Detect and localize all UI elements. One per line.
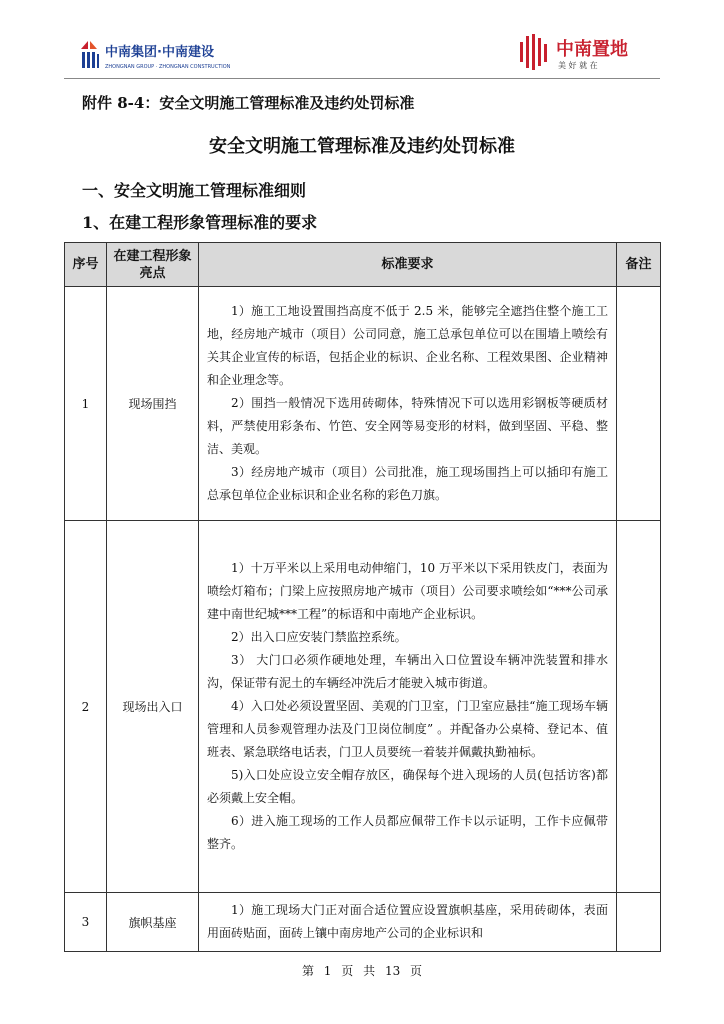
header-note: 备注: [617, 243, 661, 287]
section-heading-2: 1、在建工程形象管理标准的要求: [82, 213, 318, 232]
requirement-paragraph: 3）经房地产城市（项目）公司批准，施工现场围挡上可以插印有施工总承包单位企业标识和企业名称的彩色刀旗。: [207, 465, 608, 502]
row-note: [617, 287, 661, 521]
header-seq: 序号: [65, 243, 107, 287]
row-item: 现场出入口: [107, 521, 199, 893]
footer-di: 第: [301, 964, 314, 978]
requirement-paragraph: 1）十万平米以上采用电动伸缩门，10 万平米以下采用铁皮门，表面为喷绘灯箱布；门梁上应按照房地产城市（项目）公司要求喷绘如“***公司承建中南世纪城***工程”的标语和中南地产企业标识。: [207, 561, 608, 621]
row-requirements: [199, 893, 617, 952]
page-footer: [0, 962, 724, 979]
header-divider: [64, 78, 660, 79]
row-item: 旗帜基座: [107, 893, 199, 952]
zhongnan-group-logo-icon: [78, 38, 268, 72]
document-title: 安全文明施工管理标准及违约处罚标准: [209, 136, 515, 157]
requirement-paragraph: 5)入口处应设立安全帽存放区，确保每个进入现场的人员(包括访客)都必须戴上安全帽。: [207, 768, 608, 805]
requirement-paragraph: 4）入口处必须设置坚固、美观的门卫室，门卫室应悬挂“施工现场车辆管理和人员参观管理办法及门卫岗位制度” 。并配备办公桌椅、登记本、值班表、紧急联络电话表，门卫人员要统一着装并佩戴执勤袖标。: [207, 699, 608, 759]
right-logo-slogan: 美 好 就 在: [558, 61, 598, 70]
left-logo-text: 中南集团·中南建设: [105, 45, 214, 60]
left-logo-en-text: ZHONGNAN GROUP · ZHONGNAN CONSTRUCTION: [105, 64, 231, 70]
row-note: [617, 893, 661, 952]
requirement-paragraph: 6）进入施工现场的工作人员都应佩带工作卡以示证明，工作卡应佩带整齐。: [207, 814, 608, 851]
right-logo-text: 中南置地: [556, 39, 628, 60]
requirement-paragraph: 3） 大门口必须作硬地处理，车辆出入口位置设车辆冲洗装置和排水沟，保证带有泥土的车辆经冲洗后才能驶入城市街道。: [207, 653, 608, 690]
row-note: [617, 521, 661, 893]
header-highlight: 在建工程形象亮点: [107, 243, 199, 287]
row-number: 1: [65, 287, 107, 521]
page-header: [64, 28, 660, 76]
requirement-paragraph: 1）施工现场大门正对面合适位置应设置旗帜基座，采用砖砌体，表面用面砖贴面，面砖上镶中南房地产公司的企业标识和: [207, 903, 608, 940]
footer-ye: 页: [341, 964, 354, 978]
zhongnan-land-logo: [518, 32, 648, 76]
requirement-paragraph: 1）施工工地设置围挡高度不低于 2.5 米，能够完全遮挡住整个施工工地，经房地产城市（项目）公司同意，施工总承包单位可以在围墙上喷绘有关其企业宣传的标语，包括企业的标识、企业名称、工程效果图、企业精神和企业理念等。: [207, 304, 608, 387]
table-header-row: [65, 243, 661, 287]
row-number: 2: [65, 521, 107, 893]
header-requirement: 标准要求: [199, 243, 617, 287]
attachment-title: 附件 8-4：安全文明施工管理标准及违约处罚标准: [82, 94, 415, 112]
total-pages: 13: [384, 964, 401, 978]
footer-ye-2: 页: [410, 964, 423, 978]
table-row: [65, 521, 661, 893]
requirement-paragraph: 2）出入口应安装门禁监控系统。: [231, 630, 407, 644]
section-heading-1: 一、安全文明施工管理标准细则: [82, 181, 307, 200]
row-item: 现场围挡: [107, 287, 199, 521]
standards-table: [64, 242, 661, 952]
row-number: 3: [65, 893, 107, 952]
table-row: [65, 893, 661, 952]
table-row: [65, 287, 661, 521]
zhongnan-land-logo-icon: [518, 32, 648, 72]
requirement-paragraph: 2）围挡一般情况下选用砖砌体，特殊情况下可以选用彩钢板等硬质材料，严禁使用彩条布、竹笆、安全网等易变形的材料，做到坚固、平稳、整洁、美观。: [207, 396, 608, 456]
page-number: 1: [323, 964, 332, 978]
row-requirements: [199, 521, 617, 893]
zhongnan-group-logo: [78, 38, 268, 76]
footer-gong: 共: [363, 964, 376, 978]
row-requirements: [199, 287, 617, 521]
